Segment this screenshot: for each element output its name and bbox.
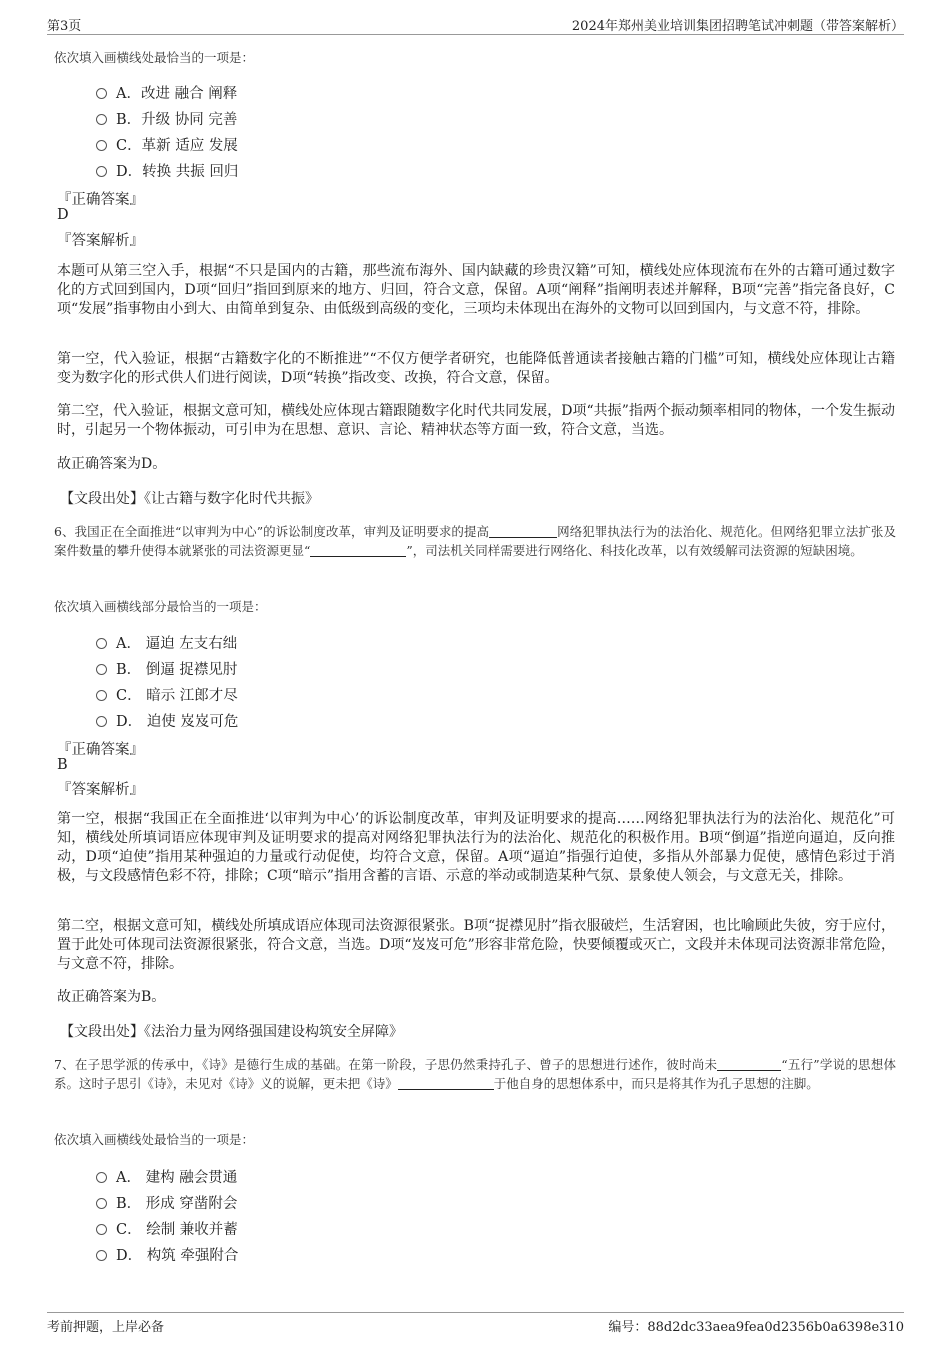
radio-icon[interactable] [96, 88, 107, 99]
q5-option-a[interactable]: A．改进 融合 阐释 [96, 82, 237, 102]
q6-analysis-conclusion: 故正确答案为B。 [57, 989, 166, 1005]
q5-analysis-para-1: 本题可从第三空入手，根据“不只是国内的古籍，那些流布海外、国内缺藏的珍贵汉籍”可知，横线处应体现流布在外的古籍可通过数字化的方式回到国内，D项“回归”指回到原来的地方、归回，符合文意，保留。A项“阐释”指阐明表述并解释，B项“完善”指完备良好，C项“发展”指事物由小到大、由简单到复杂、由低级到高级的变化，三项均未体现出在海外的文物可以回到国内，与文意不符，排除。 [57, 263, 895, 317]
radio-icon[interactable] [96, 638, 107, 649]
q6-answer-label: 『正确答案』 [57, 742, 144, 758]
page-number: 第3页 [47, 19, 82, 34]
q6-answer: B [57, 757, 68, 773]
q5-answer-label: 『正确答案』 [57, 192, 144, 208]
q7-question: 7、在子思学派的传承中，《诗》是德行生成的基础。在第一阶段，子思仍然秉持孔子、曾子的思想进行述作，彼时尚未 “五行”学说的思想体系。这时子思引《诗》，未见对《诗》义的说解，更未把《诗》 于他自身的思想体系中，而只是将其作为孔子思想的注脚。 [54, 1057, 896, 1091]
q6-analysis-para-1: 第一空，根据“我国正在全面推进‘以审判为中心’的诉讼制度改革，审判及证明要求的提高……网络犯罪执法行为的法治化、规范化”可知，横线处所填词语应体现审判及证明要求的提高对网络犯罪执法行为的法治化、规范化的积极作用。B项“倒逼”指逆向逼迫，反向推动，D项“迫使”指用某种强迫的力量或行动促使，均符合文意，保留。A项“逼迫”指强行迫使，多指从外部暴力促使，感情色彩过于消极，与文段感情色彩不符，排除；C项“暗示”指用含蓄的言语、示意的举动或制造某种气氛、景象使人领会，与文意无关，排除。 [57, 811, 895, 884]
q6-instruction: 依次填入画横线部分最恰当的一项是： [54, 599, 267, 614]
q6-source: 【文段出处】《法治力量为网络强国建设构筑安全屏障》 [60, 1024, 403, 1040]
radio-icon[interactable] [96, 1198, 107, 1209]
blank-line [398, 1076, 494, 1090]
q5-option-b[interactable]: B．升级 协同 完善 [96, 108, 237, 128]
blank-line [489, 524, 557, 538]
q6-option-c[interactable]: C． 暗示 江郎才尽 [96, 684, 238, 704]
radio-icon[interactable] [96, 1224, 107, 1235]
radio-icon[interactable] [96, 716, 107, 727]
radio-icon[interactable] [96, 166, 107, 177]
q5-analysis-para-2: 第一空，代入验证，根据“古籍数字化的不断推进”“不仅方便学者研究，也能降低普通读者接触古籍的门槛”可知，横线处应体现让古籍变为数字化的形式供人们进行阅读，D项“转换”指改变、改换，符合文意，保留。 [57, 351, 895, 386]
q5-instruction: 依次填入画横线处最恰当的一项是： [54, 50, 255, 65]
q5-source: 【文段出处】《让古籍与数字化时代共振》 [60, 491, 319, 507]
q6-question: 6、我国正在全面推进“以审判为中心”的诉讼制度改革，审判及证明要求的提高 网络犯罪执法行为的法治化、规范化。但网络犯罪立法扩张及案件数量的攀升使得本就紧张的司法资源更显“ ”，司法机关同样需要进行网络化、科技化改革，以有效缓解司法资源的短缺困境。 [54, 524, 896, 558]
radio-icon[interactable] [96, 114, 107, 125]
document-title: 2024年郑州美业培训集团招聘笔试冲刺题（带答案解析） [571, 19, 904, 34]
q6-analysis-label: 『答案解析』 [57, 782, 144, 798]
q5-analysis-conclusion: 故正确答案为D。 [57, 456, 167, 472]
q7-option-a[interactable]: A． 建构 融会贯通 [96, 1166, 237, 1186]
q7-instruction: 依次填入画横线处最恰当的一项是： [54, 1132, 255, 1147]
q7-option-d[interactable]: D． 构筑 牵强附合 [96, 1244, 238, 1264]
q7-option-b[interactable]: B． 形成 穿凿附会 [96, 1192, 237, 1212]
page-footer [47, 1312, 904, 1337]
q6-option-b[interactable]: B． 倒逼 捉襟见肘 [96, 658, 237, 678]
q6-option-a[interactable]: A． 逼迫 左支右绌 [96, 632, 237, 652]
q7-option-c[interactable]: C． 绘制 兼收并蓄 [96, 1218, 238, 1238]
q5-answer: D [57, 207, 69, 223]
footer-slogan: 考前押题，上岸必备 [47, 1320, 165, 1335]
q5-analysis-label: 『答案解析』 [57, 233, 144, 249]
radio-icon[interactable] [96, 690, 107, 701]
q6-option-d[interactable]: D． 迫使 岌岌可危 [96, 710, 238, 730]
blank-line [310, 543, 406, 557]
q5-option-d[interactable]: D．转换 共振 回归 [96, 160, 238, 180]
q5-option-c[interactable]: C．革新 适应 发展 [96, 134, 238, 154]
radio-icon[interactable] [96, 664, 107, 675]
radio-icon[interactable] [96, 140, 107, 151]
page-header [47, 12, 904, 35]
q6-analysis-para-2: 第二空，根据文意可知，横线处所填成语应体现司法资源很紧张。B项“捉襟见肘”指衣服破烂，生活窘困，也比喻顾此失彼，穷于应付，置于此处可体现司法资源很紧张，符合文意，当选。D项“岌岌可危”形容非常危险，快要倾覆或灭亡，文段并未体现司法资源非常危险，与文意不符，排除。 [57, 918, 895, 972]
document-id: 编号：88d2dc33aea9fea0d2356b0a6398e310 [608, 1320, 904, 1335]
blank-line [717, 1057, 781, 1071]
radio-icon[interactable] [96, 1172, 107, 1183]
radio-icon[interactable] [96, 1250, 107, 1261]
q5-analysis-para-3: 第二空，代入验证，根据文意可知，横线处应体现古籍跟随数字化时代共同发展，D项“共振”指两个振动频率相同的物体，一个发生振动时，引起另一个物体振动，可引申为在思想、意识、言论、精神状态等方面一致，符合文意，当选。 [57, 403, 895, 438]
